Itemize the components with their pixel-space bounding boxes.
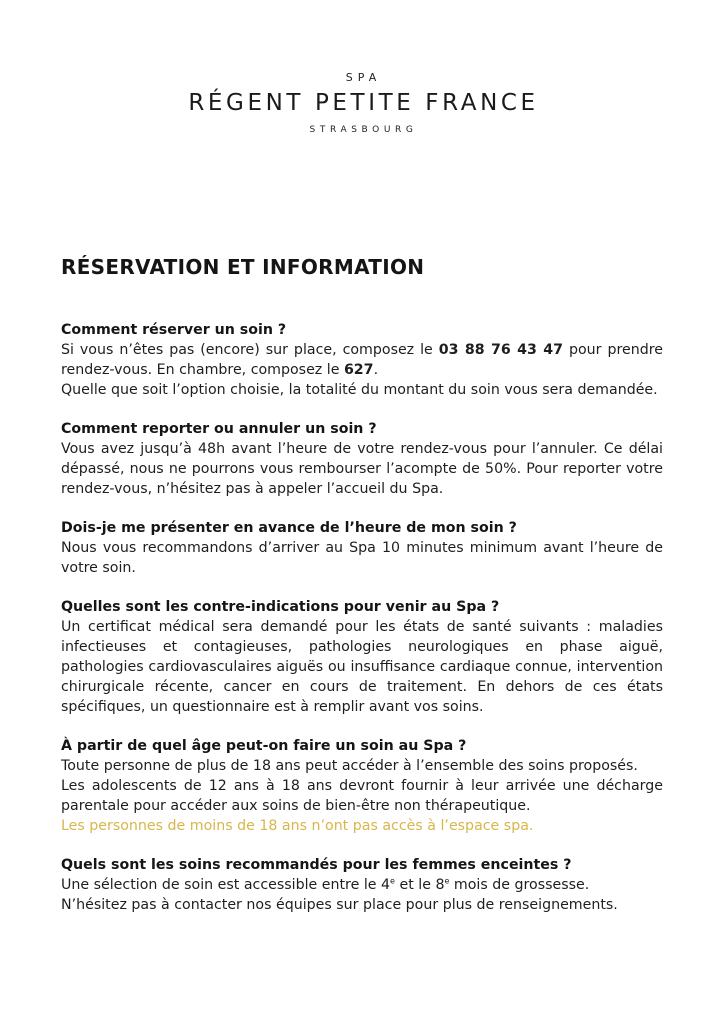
brand-name: RÉGENT PETITE FRANCE xyxy=(188,90,539,116)
answer-text: et le 8 xyxy=(394,877,445,893)
faq-section-pregnancy xyxy=(61,855,663,915)
faq-question: Quelles sont les contre-indications pour venir au Spa ? xyxy=(61,599,500,615)
room-extension: 627 xyxy=(343,362,374,378)
answer-text: mois de grossesse. xyxy=(449,877,590,893)
faq-answer xyxy=(61,756,663,836)
phone-number: 03 88 76 43 47 xyxy=(438,342,564,358)
faq-content xyxy=(61,320,663,934)
faq-answer xyxy=(61,340,663,400)
answer-text: Une sélection de soin est accessible entre le 4 xyxy=(61,877,391,893)
faq-section-contraindications xyxy=(61,597,663,717)
answer-line xyxy=(61,360,663,380)
brand-city: STRASBOURG xyxy=(309,125,418,135)
age-restriction-notice: Les personnes de moins de 18 ans n’ont pas accès à l’espace spa. xyxy=(61,818,534,834)
faq-question: À partir de quel âge peut-on faire un soin au Spa ? xyxy=(61,738,467,754)
faq-answer xyxy=(61,875,663,915)
faq-question: Comment reporter ou annuler un soin ? xyxy=(61,421,377,437)
faq-answer: Vous avez jusqu’à 48h avant l’heure de votre rendez-vous pour l’annuler. Ce délai dépassé, nous ne pourrons vous rembourser l’acompte de 50%. Pour reporter votre rendez-vous, n’hésitez pas à appeler l’accueil du Spa. xyxy=(61,441,663,497)
faq-section-arrival xyxy=(61,518,663,578)
faq-answer: Un certificat médical sera demandé pour les états de santé suivants : maladies infectieuses et contagieuses, pathologies neurologiques en phase aiguë, pathologies cardiovasculaires aiguës ou insuffisance cardiaque connue, intervention chirurgicale récente, cancer en cours de traitement. En dehors de ces états spécifiques, un questionnaire est à remplir avant vos soins. xyxy=(61,619,663,715)
answer-line: N’hésitez pas à contacter nos équipes sur place pour plus de renseignements. xyxy=(61,897,618,913)
answer-line xyxy=(61,340,663,360)
faq-question: Comment réserver un soin ? xyxy=(61,322,287,338)
answer-text: . xyxy=(373,362,379,378)
answer-line: Quelle que soit l’option choisie, la totalité du montant du soin vous sera demandée. xyxy=(61,382,658,398)
answer-line: Toute personne de plus de 18 ans peut accéder à l’ensemble des soins proposés. xyxy=(61,758,638,774)
faq-question: Quels sont les soins recommandés pour les femmes enceintes ? xyxy=(61,857,572,873)
page-title: RÉSERVATION ET INFORMATION xyxy=(61,255,425,279)
faq-answer: Nous vous recommandons d’arriver au Spa 10 minutes minimum avant l’heure de votre soin. xyxy=(61,540,663,576)
ordinal-suffix: e xyxy=(390,876,395,886)
faq-section-booking xyxy=(61,320,663,400)
faq-section-age xyxy=(61,736,663,836)
ordinal-suffix: e xyxy=(444,876,450,886)
answer-line: Les adolescents de 12 ans à 18 ans devront fournir à leur arrivée une décharge parentale pour accéder aux soins de bien-être non thérapeutique. xyxy=(61,778,663,814)
answer-text: rendez-vous. En chambre, composez le xyxy=(61,362,344,378)
faq-section-cancel xyxy=(61,419,663,499)
answer-line xyxy=(61,875,663,895)
faq-question: Dois-je me présenter en avance de l’heure de mon soin ? xyxy=(61,520,517,536)
answer-text: pour prendre xyxy=(563,342,663,358)
brand-spa-label: SPA xyxy=(345,71,382,84)
answer-text: Si vous n’êtes pas (encore) sur place, composez le xyxy=(61,342,439,358)
